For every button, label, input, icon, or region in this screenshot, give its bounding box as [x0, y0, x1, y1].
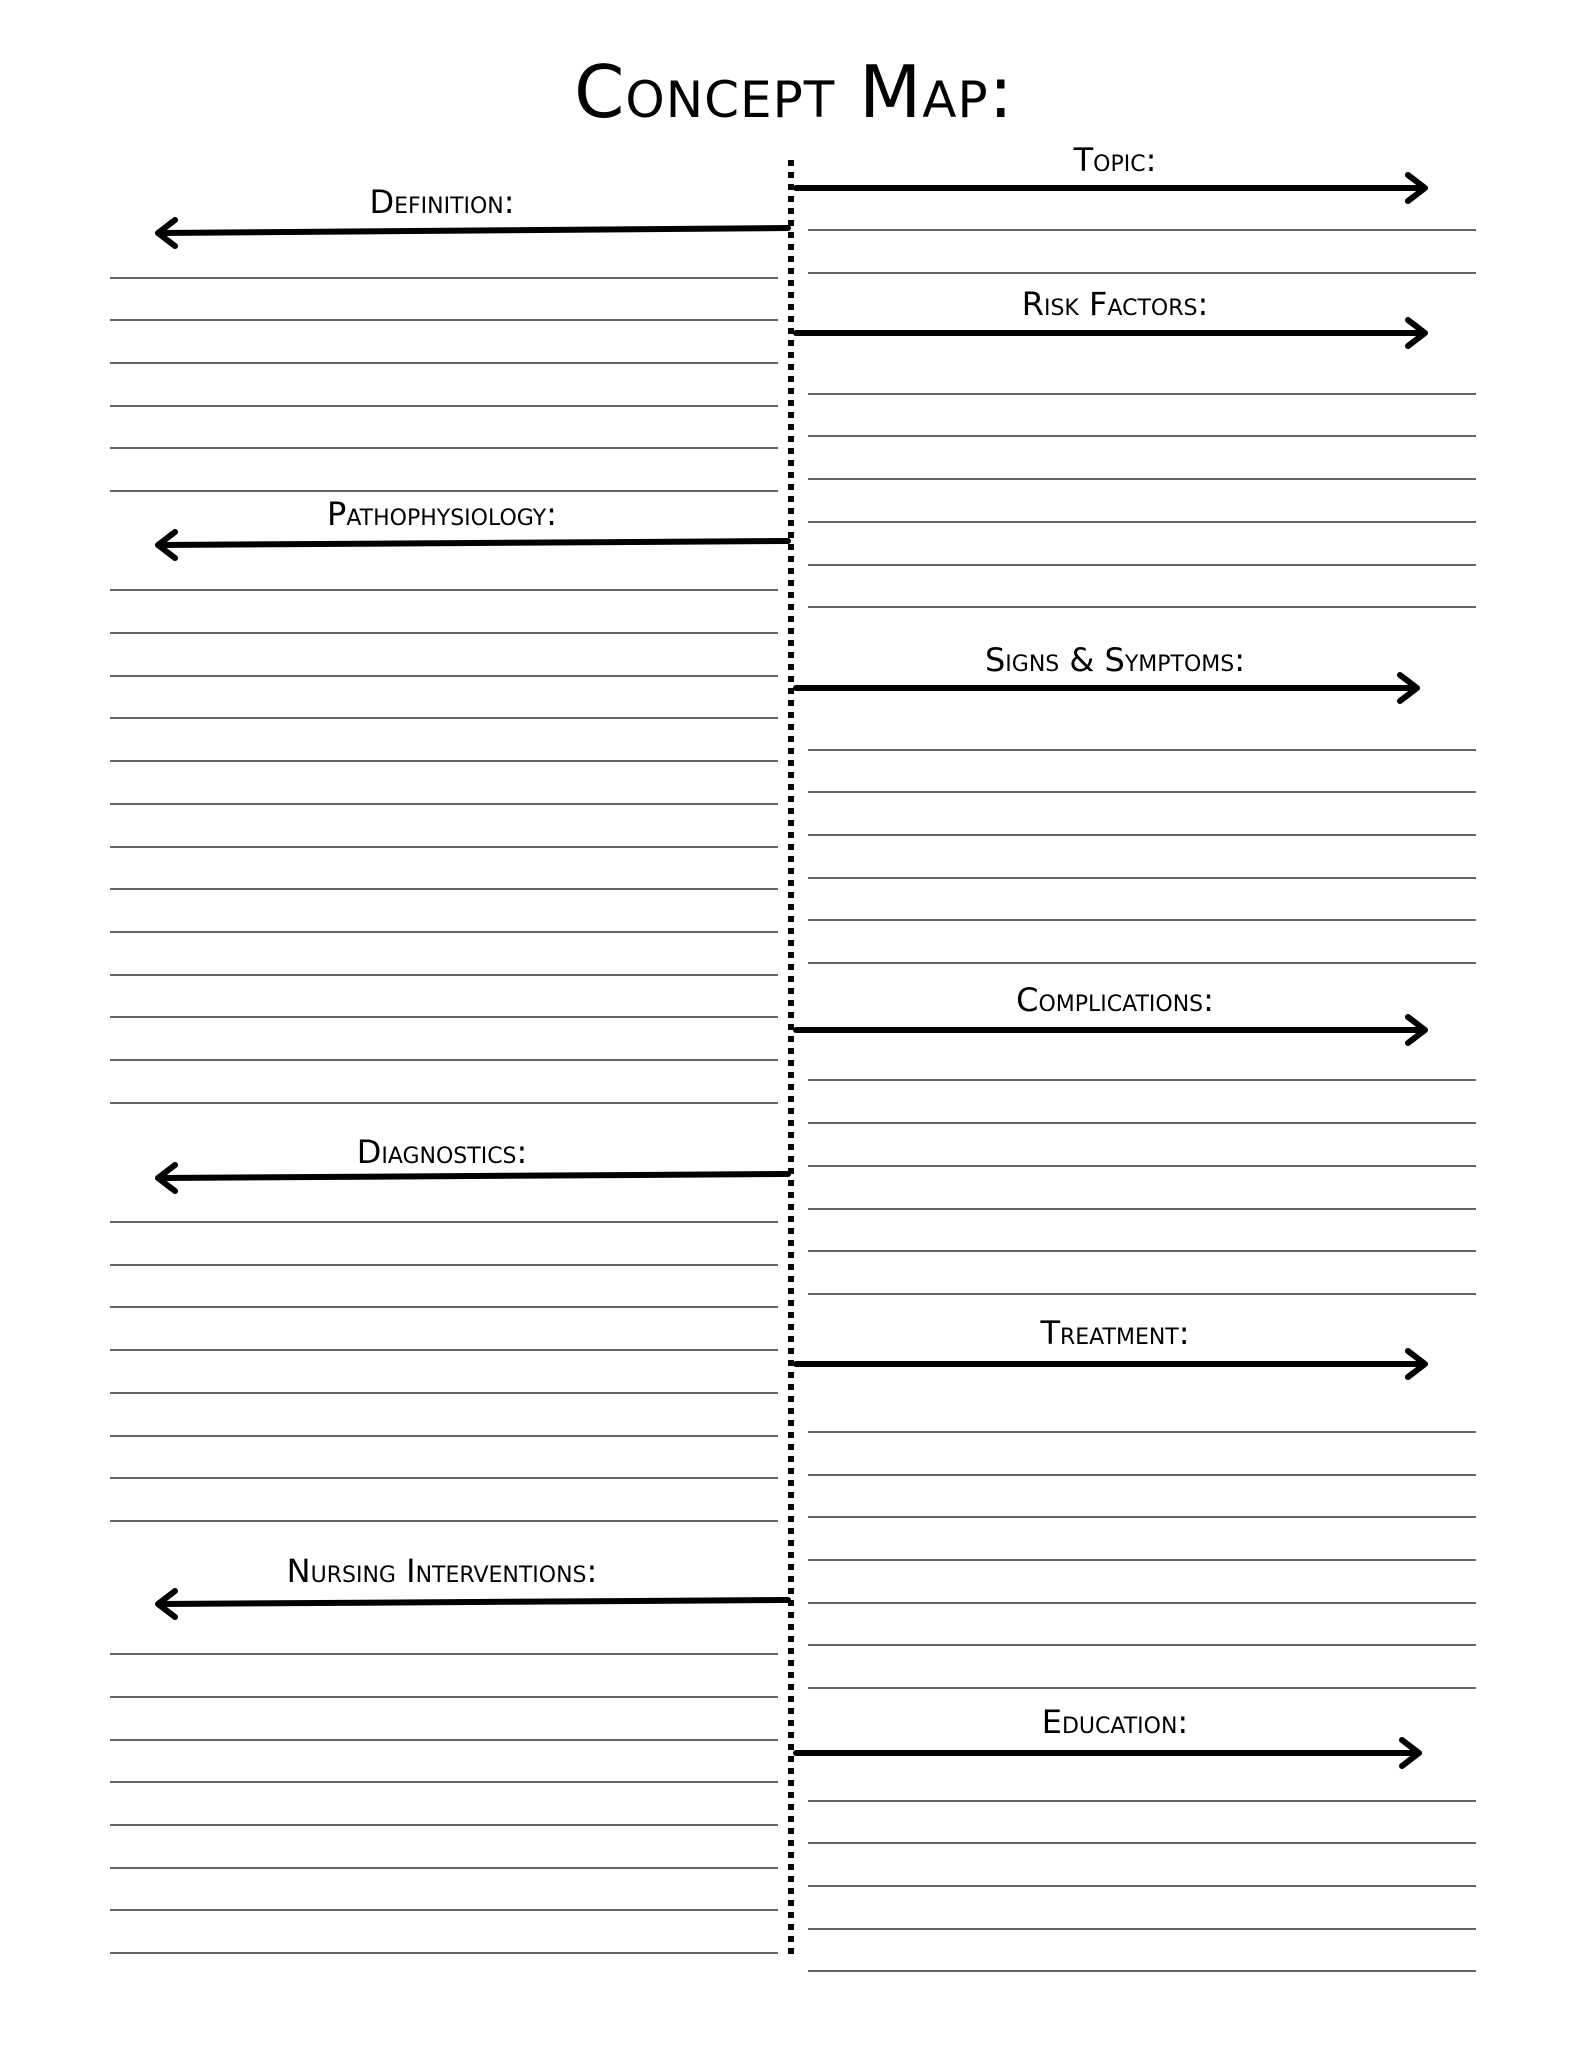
- arrow-complications: [796, 1017, 1425, 1043]
- label-definition: Definition:: [369, 183, 515, 221]
- arrow-risk-factors: [796, 320, 1425, 346]
- arrow-pathophysiology: [158, 532, 788, 558]
- page-title: Concept Map:: [574, 50, 1014, 134]
- label-treatment: Treatment:: [1040, 1314, 1190, 1352]
- arrow-definition: [158, 220, 788, 246]
- arrow-education: [796, 1740, 1419, 1766]
- label-education: Education:: [1041, 1703, 1189, 1741]
- arrow-diagnostics: [158, 1165, 788, 1191]
- arrow-nursing-interventions: [158, 1591, 788, 1617]
- label-topic: Topic:: [1073, 141, 1157, 179]
- label-risk-factors: Risk Factors:: [1021, 285, 1209, 323]
- label-pathophysiology: Pathophysiology:: [327, 495, 557, 533]
- label-nursing-interventions: Nursing Interventions:: [286, 1552, 598, 1590]
- arrow-signs-symptoms: [796, 675, 1417, 701]
- label-complications: Complications:: [1016, 981, 1214, 1019]
- arrow-treatment: [796, 1351, 1425, 1377]
- arrow-topic: [796, 175, 1425, 201]
- label-signs-symptoms: Signs & Symptoms:: [984, 641, 1246, 679]
- left-writing-lines: [110, 278, 778, 1953]
- label-diagnostics: Diagnostics:: [356, 1133, 528, 1171]
- right-writing-lines: [808, 230, 1476, 1971]
